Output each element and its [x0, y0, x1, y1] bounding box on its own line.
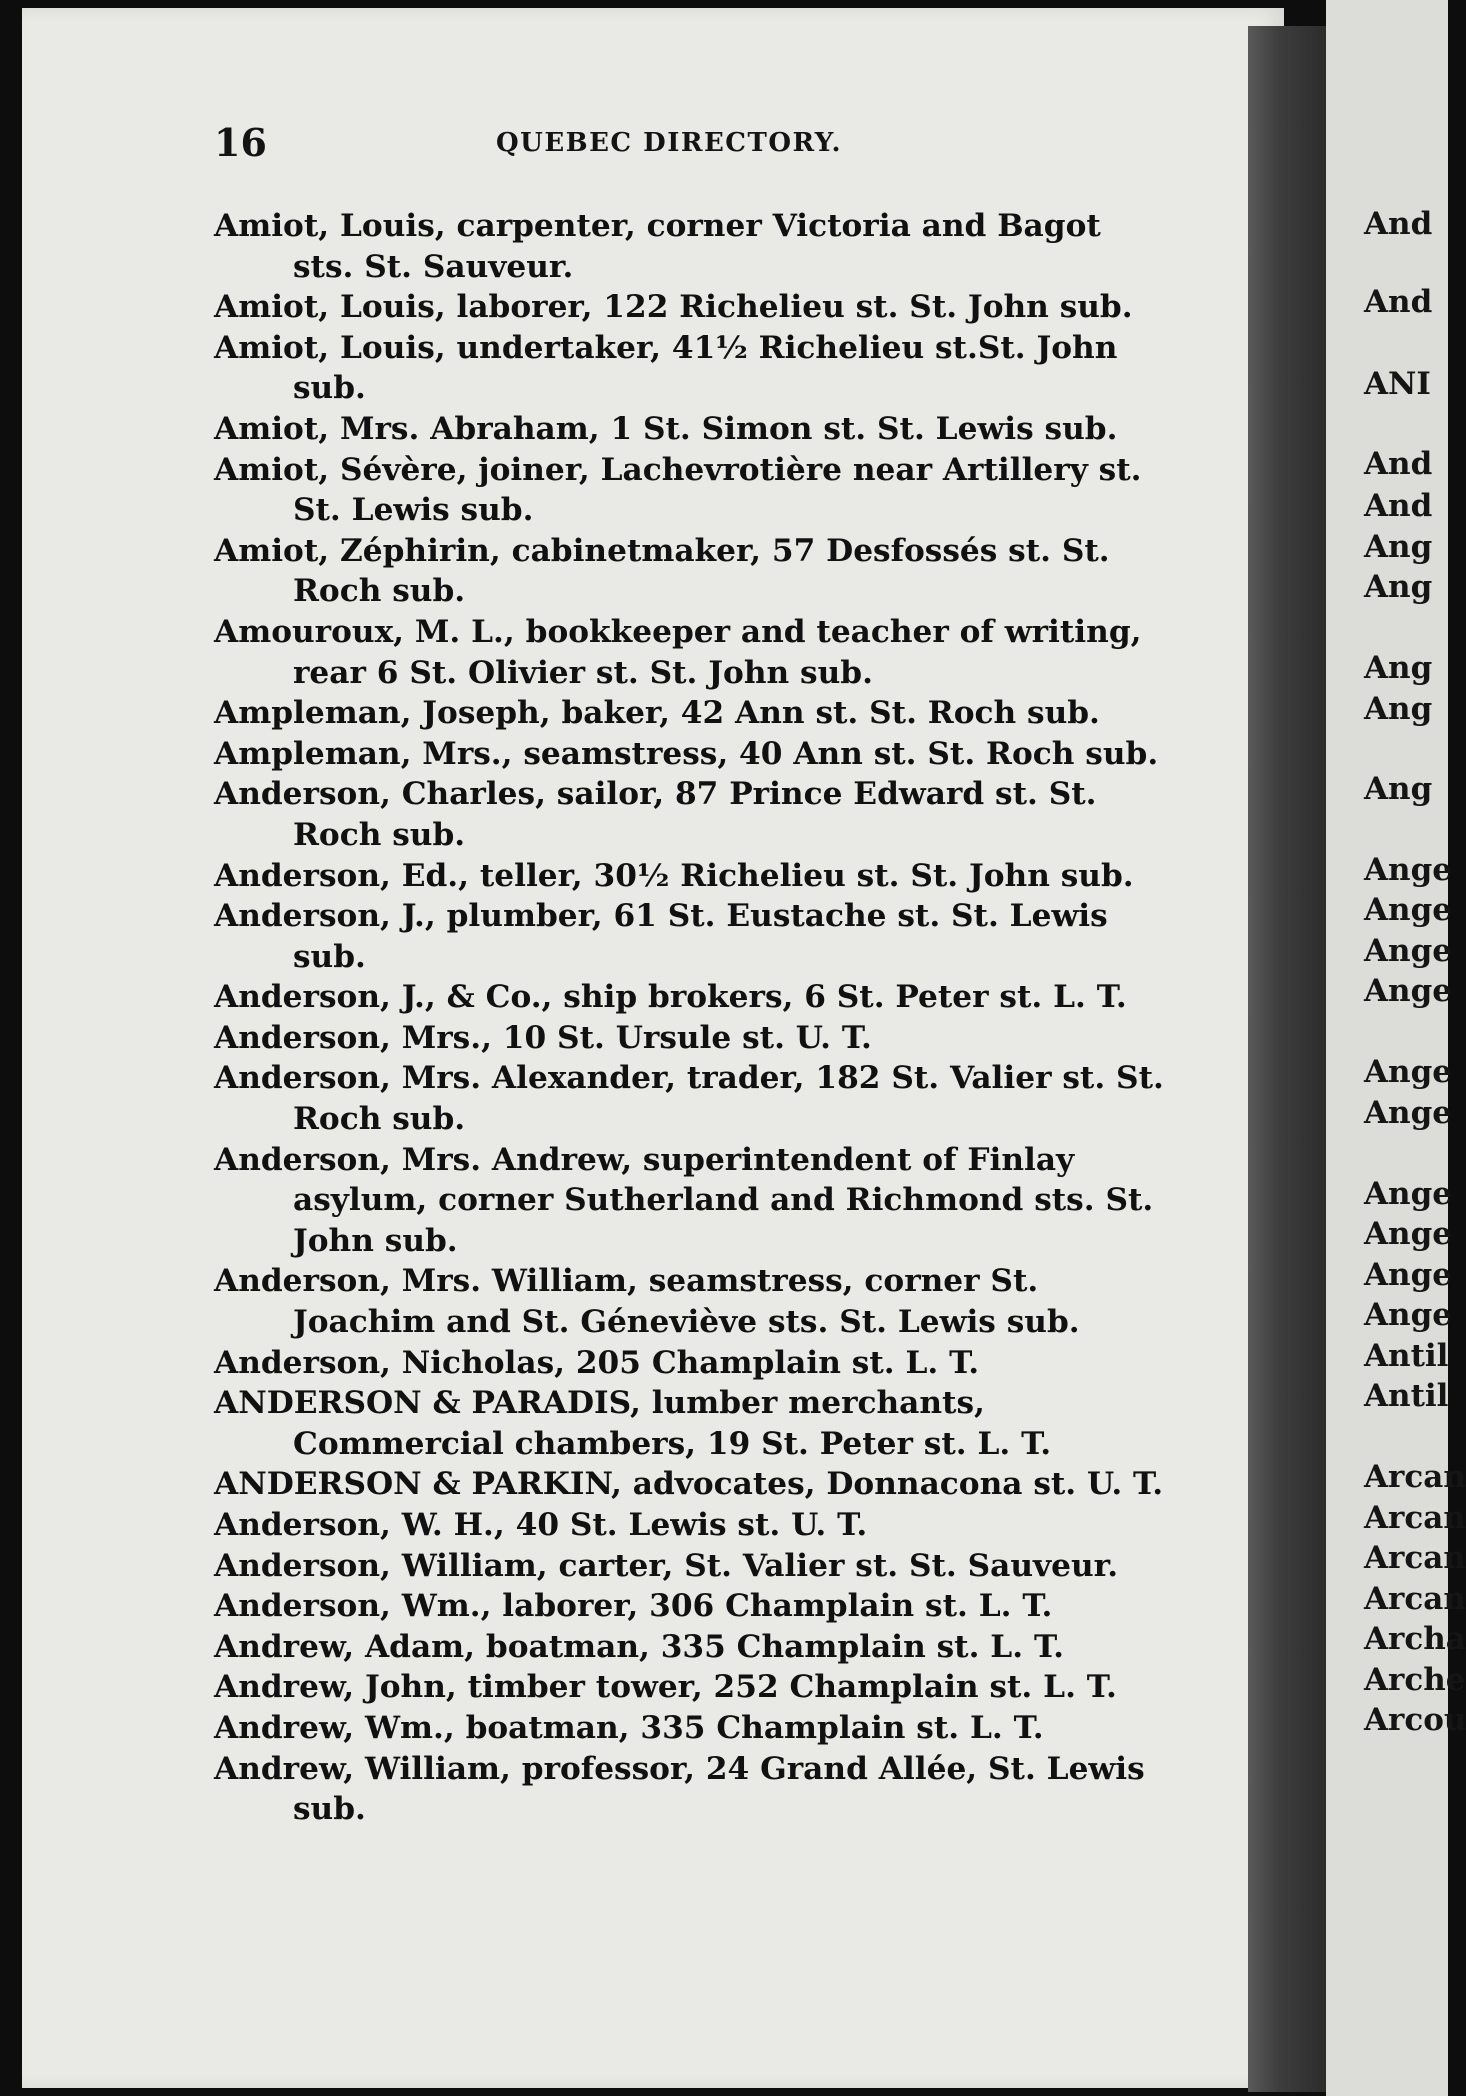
next-page-fragment: ANI: [1364, 366, 1431, 402]
directory-entry: Andrew, Adam, boatman, 335 Champlain st. L. T.: [214, 1628, 1064, 1665]
directory-entry: Anderson, Mrs. Alexander, trader, 182 St. Valier st. St. Roch sub.: [214, 1060, 1164, 1138]
next-page-fragment: Archa: [1364, 1621, 1466, 1657]
running-head: QUEBEC DIRECTORY.: [496, 128, 843, 158]
directory-entry: Amiot, Sévère, joiner, Lachevrotière near Artillery st. St. Lewis sub.: [214, 451, 1142, 529]
directory-entry: Anderson, J., & Co., ship brokers, 6 St. Peter st. L. T.: [214, 979, 1127, 1016]
directory-entry: Anderson, Nicholas, 205 Champlain st. L. T.: [214, 1344, 980, 1381]
directory-entry: Anderson, W. H., 40 St. Lewis st. U. T.: [214, 1507, 868, 1543]
next-page-fragment: Ange: [1364, 933, 1452, 969]
next-page-fragment: Ange: [1364, 892, 1452, 928]
directory-entry: Anderson, Charles, sailor, 87 Prince Edward st. St. Roch sub.: [214, 776, 1097, 853]
next-page-fragment: Arcan: [1364, 1459, 1466, 1495]
next-page-fragment: Ang: [1364, 771, 1433, 807]
directory-entry: Andrew, John, timber tower, 252 Champlain st. L. T.: [214, 1669, 1117, 1706]
directory-entries: [214, 206, 1164, 1830]
next-page-fragment: Ange: [1364, 1054, 1452, 1090]
next-page-fragment: Ange: [1364, 973, 1452, 1009]
directory-entry: Anderson, J., plumber, 61 St. Eustache st. St. Lewis sub.: [214, 898, 1108, 975]
directory-entry: Amiot, Mrs. Abraham, 1 St. Simon st. St. Lewis sub.: [214, 410, 1118, 447]
next-page-fragment: Ang: [1364, 650, 1433, 686]
next-page-fragment: Ang: [1364, 691, 1433, 727]
next-page-fragment: Ange: [1364, 1216, 1452, 1252]
next-page-fragment: Ange: [1364, 1095, 1452, 1131]
next-page-fragment: Antil: [1364, 1378, 1449, 1414]
next-page-fragment: Ange: [1364, 852, 1452, 888]
directory-entry: Andrew, Wm., boatman, 335 Champlain st. L. T.: [214, 1709, 1044, 1746]
next-page-fragment: Ange: [1364, 1257, 1452, 1293]
next-page-fragment: Arcan: [1364, 1500, 1466, 1536]
directory-entry: Amiot, Louis, carpenter, corner Victoria and Bagot sts. St. Sauveur.: [214, 208, 1101, 285]
page-number: 16: [214, 120, 267, 165]
next-page-fragment: Arcou: [1364, 1702, 1466, 1738]
next-page-fragment: And: [1364, 488, 1433, 524]
next-page-fragment: Ange: [1364, 1176, 1452, 1212]
directory-entry: Amiot, Louis, undertaker, 41½ Richelieu st.St. John sub.: [214, 329, 1118, 407]
directory-entry: Anderson, Mrs., 10 St. Ursule st. U. T.: [214, 1019, 872, 1056]
directory-entry: Anderson, Ed., teller, 30½ Richelieu st. St. John sub.: [214, 857, 1134, 894]
next-page-fragment: And: [1364, 284, 1433, 320]
directory-entry: Amouroux, M. L., bookkeeper and teacher of writing, rear 6 St. Olivier st. St. John sub.: [214, 613, 1142, 691]
book-gutter: [1248, 26, 1326, 2092]
directory-entry: ANDERSON & PARKIN, advocates, Donnacona st. U. T.: [214, 1466, 1164, 1503]
directory-entry: ANDERSON & PARADIS, lumber merchants, Commercial chambers, 19 St. Peter st. L. T.: [214, 1385, 1052, 1462]
directory-entry: Ampleman, Mrs., seamstress, 40 Ann st. St. Roch sub.: [214, 735, 1159, 772]
directory-entry: Anderson, Mrs. Andrew, superintendent of Finlay asylum, corner Sutherland and Richmond sts. St. John sub.: [214, 1141, 1154, 1259]
directory-entry: Anderson, Wm., laborer, 306 Champlain st. L. T.: [214, 1588, 1053, 1625]
next-page-fragment: Ange: [1364, 1297, 1452, 1333]
directory-entry: Amiot, Zéphirin, cabinetmaker, 57 Desfossés st. St. Roch sub.: [214, 532, 1110, 610]
directory-entry: Ampleman, Joseph, baker, 42 Ann st. St. Roch sub.: [214, 695, 1100, 732]
next-page-fragment: Arcan: [1364, 1581, 1466, 1617]
directory-entry: Anderson, Mrs. William, seamstress, corner St. Joachim and St. Géneviève sts. St. Lewis sub.: [214, 1263, 1080, 1341]
next-page-fragment: Antil: [1364, 1338, 1449, 1374]
adjacent-page-edge: [1326, 0, 1466, 2096]
next-page-fragment: Arcan: [1364, 1540, 1466, 1576]
directory-entry: Andrew, William, professor, 24 Grand Allée, St. Lewis sub.: [214, 1750, 1145, 1828]
directory-entry: Anderson, William, carter, St. Valier st. St. Sauveur.: [214, 1547, 1119, 1584]
next-page-fragment: And: [1364, 446, 1433, 482]
next-page-fragment: Arche: [1364, 1662, 1466, 1698]
page-header: [214, 120, 1164, 164]
next-page-fragment: Ang: [1364, 529, 1433, 565]
directory-entry: Amiot, Louis, laborer, 122 Richelieu st. St. John sub.: [214, 289, 1133, 326]
next-page-fragment: Ang: [1364, 569, 1433, 605]
next-page-fragment: And: [1364, 206, 1433, 242]
